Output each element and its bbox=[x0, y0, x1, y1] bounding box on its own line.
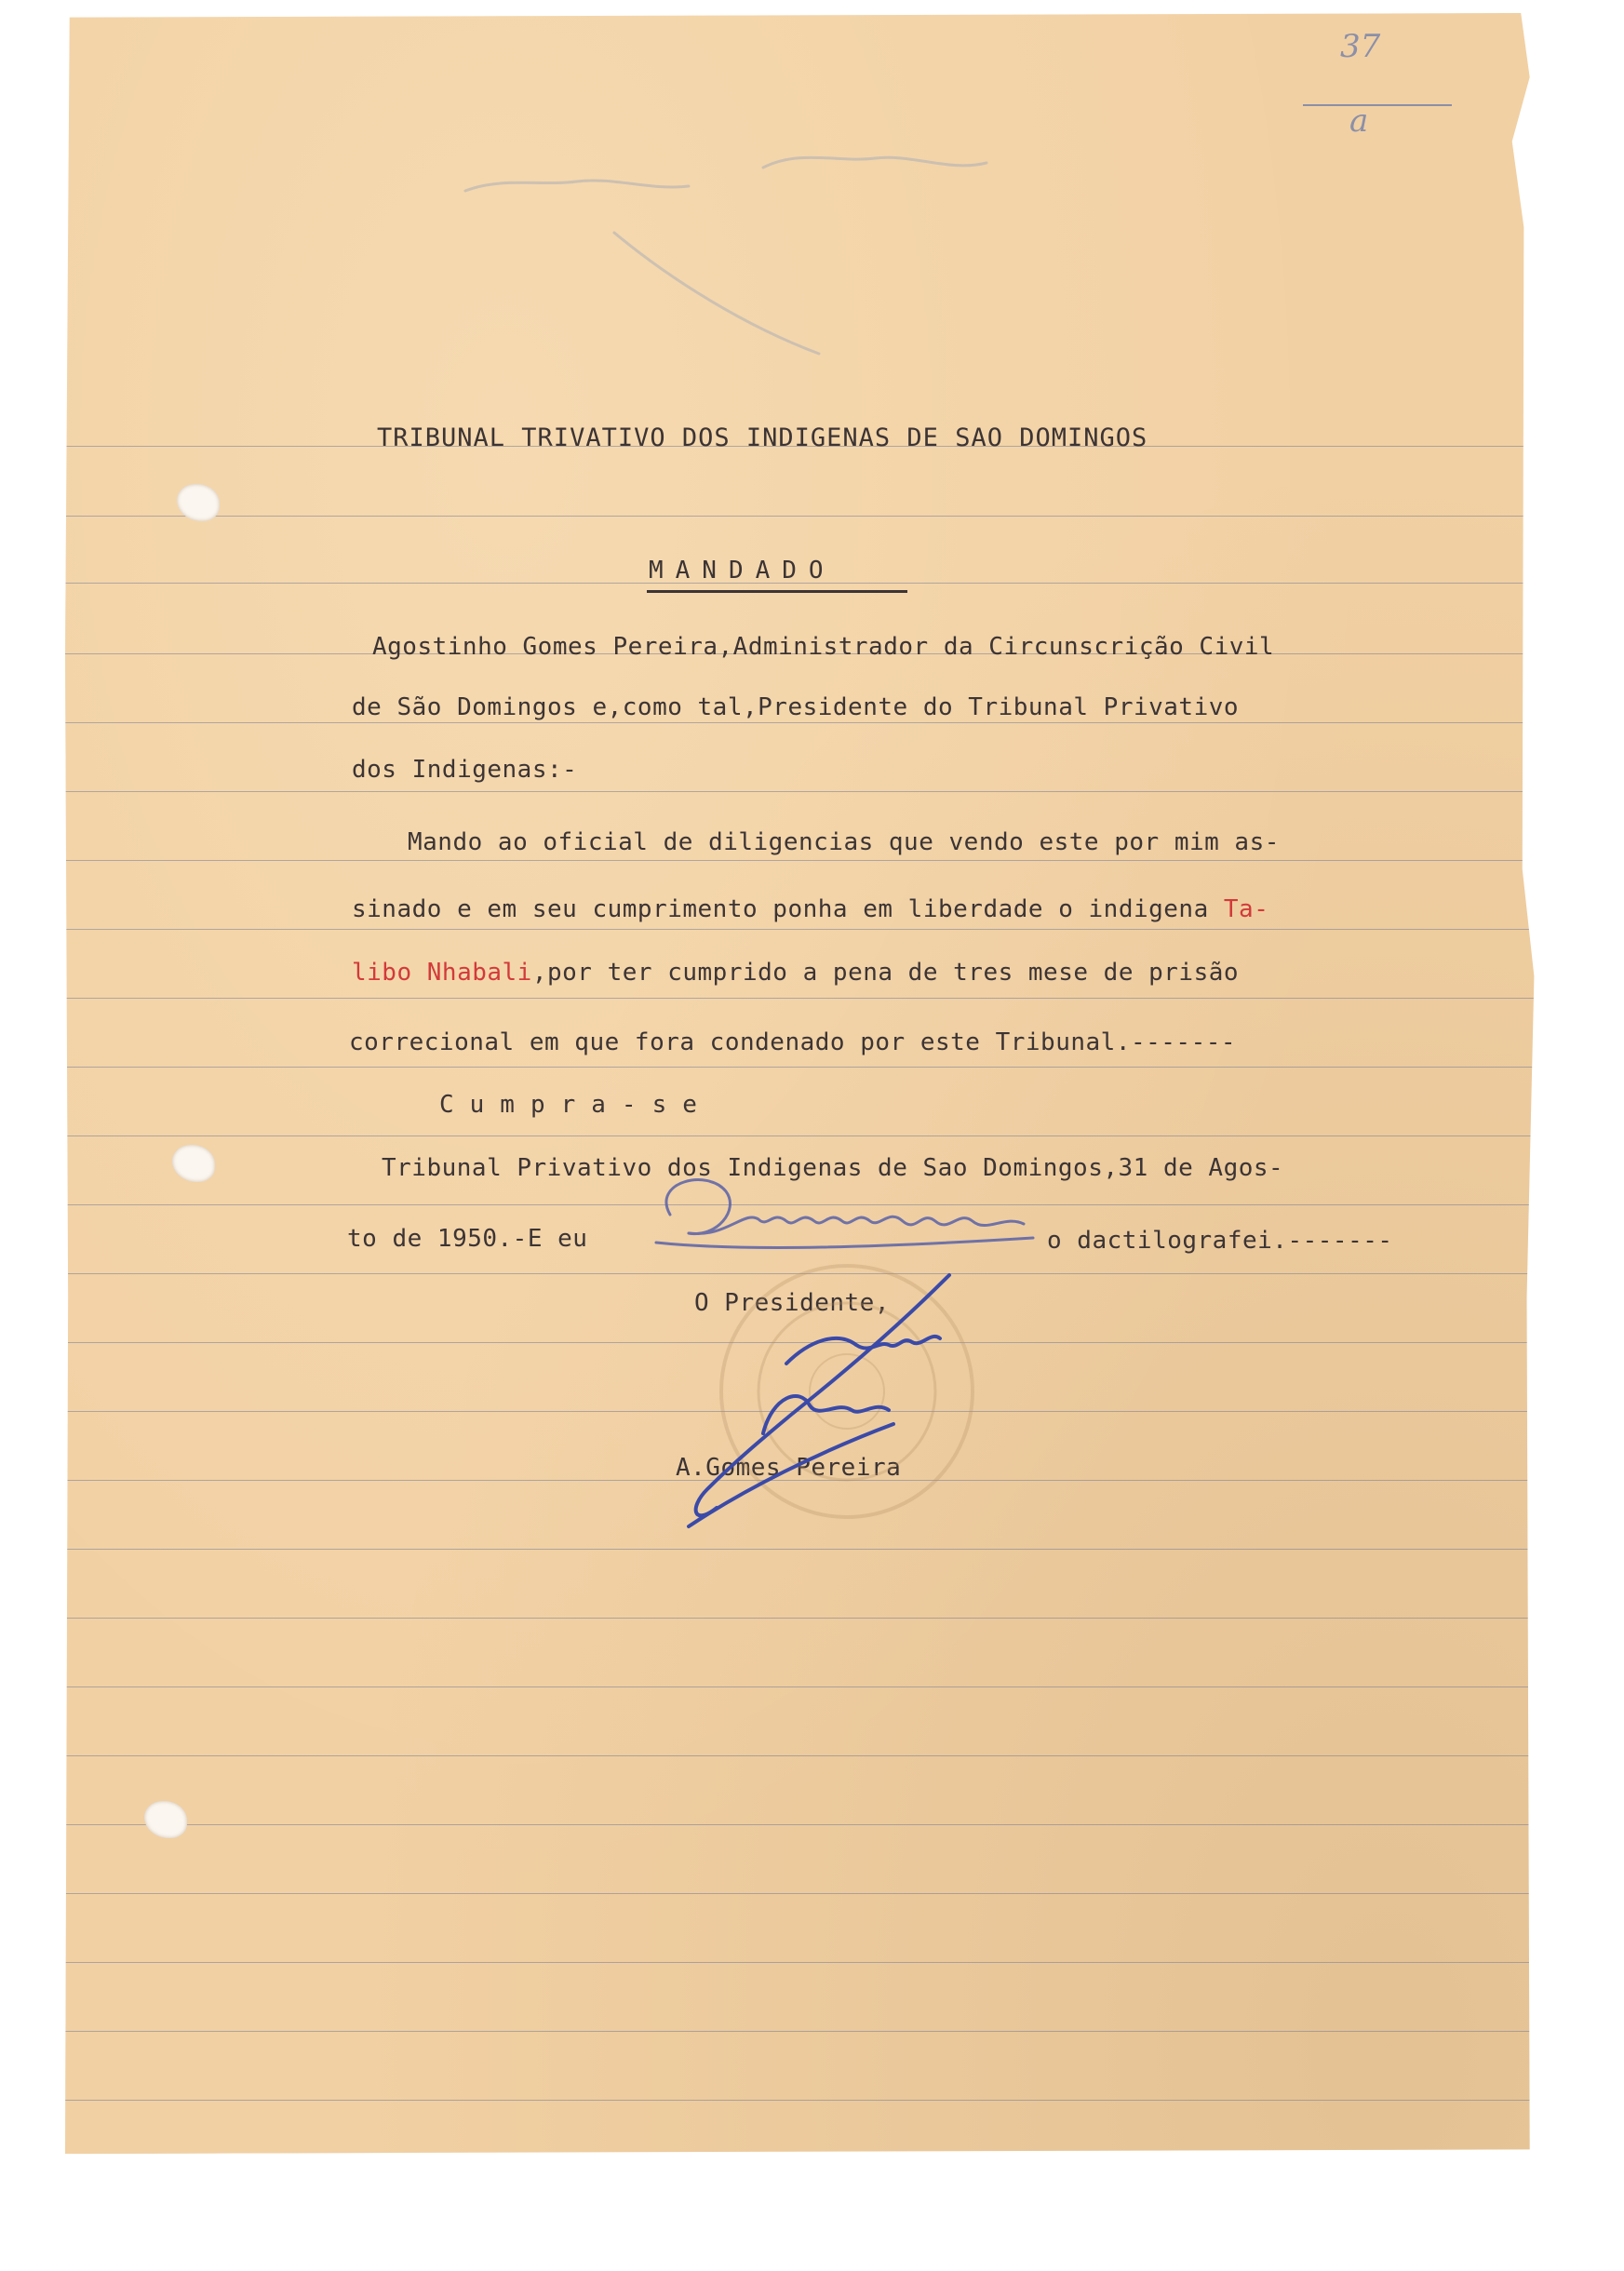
prisoner-name-part-1: Ta- bbox=[1223, 895, 1269, 923]
president-signature bbox=[689, 1275, 949, 1526]
document-title: MANDADO bbox=[649, 557, 836, 585]
signatory-name: A.Gomes Pereira bbox=[676, 1454, 902, 1482]
closing-line-2-start: to de 1950.-E eu bbox=[347, 1225, 588, 1253]
prisoner-name-part-2: libo Nhabali bbox=[352, 959, 532, 987]
order-line-3-text: ,por ter cumprido a pena de tres mese de prisão bbox=[531, 959, 1240, 987]
presidente-label: O Presidente, bbox=[694, 1289, 890, 1317]
embossed-seal bbox=[721, 1266, 973, 1517]
closing-line-1: Tribunal Privativo dos Indigenas de Sao Domingos,31 de Agos- bbox=[382, 1154, 1284, 1182]
preamble-line-1: Agostinho Gomes Pereira,Administrador da Circunscrição Civil bbox=[372, 633, 1275, 661]
archive-reference-number: 37 bbox=[1340, 28, 1381, 65]
order-line-2-text: sinado e em seu cumprimento ponha em liberdade o indigena bbox=[352, 895, 1224, 923]
preamble-line-2: de São Domingos e,como tal,Presidente do Tribunal Privativo bbox=[352, 693, 1240, 721]
tribunal-header: TRIBUNAL TRIVATIVO DOS INDIGENAS DE SAO DOMINGOS bbox=[377, 423, 1148, 452]
preamble-line-3: dos Indigenas:- bbox=[352, 756, 578, 784]
closing-line-2-end: o dactilografei.------- bbox=[1047, 1227, 1393, 1255]
archive-reference-letter: a bbox=[1349, 102, 1369, 140]
faded-pencil-notes bbox=[465, 157, 986, 354]
order-line-4: correcional em que fora condenado por este Tribunal.------- bbox=[349, 1028, 1237, 1056]
order-line-1: Mando ao oficial de diligencias que vendo este por mim as- bbox=[408, 828, 1280, 856]
typist-signature bbox=[656, 1180, 1033, 1248]
cumpra-se: Cumpra-se bbox=[439, 1091, 713, 1119]
